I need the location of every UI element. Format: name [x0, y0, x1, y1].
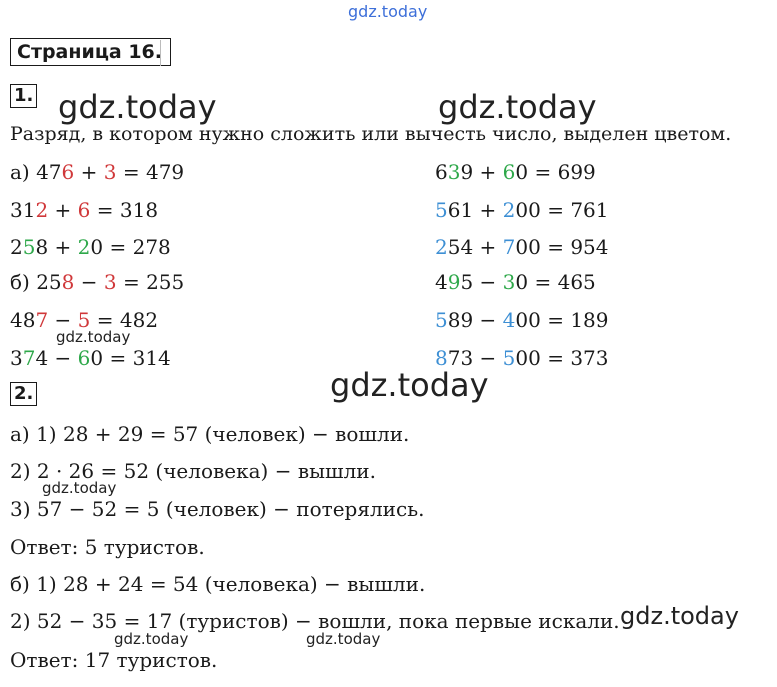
- highlighted-digit: 5: [435, 308, 448, 332]
- highlighted-digit: 5: [502, 346, 516, 370]
- task1-right-equation-2: [435, 198, 609, 222]
- equation-text: 2: [10, 235, 23, 259]
- equation-text: 31: [10, 198, 36, 222]
- task1-left-equation-5: [10, 308, 158, 332]
- highlighted-digit: 8: [435, 346, 448, 370]
- highlighted-digit: 3: [103, 160, 117, 184]
- highlighted-digit: 9: [447, 270, 461, 294]
- task1-number: 1.: [10, 84, 37, 108]
- equation-text: 4 −: [35, 346, 78, 370]
- watermark-small-4: gdz.today: [306, 630, 381, 648]
- equation-text: 89 −: [447, 308, 503, 332]
- task1-right-equation-6: [435, 346, 609, 370]
- highlighted-digit: 8: [61, 270, 75, 294]
- task2-line-3: 3) 57 − 52 = 5 (человек) − потерялись.: [10, 497, 425, 521]
- equation-text: = 255: [116, 270, 185, 294]
- highlighted-digit: 2: [35, 198, 49, 222]
- task1-left-equation-4: [10, 270, 184, 294]
- watermark-large-3: gdz.today: [330, 366, 489, 404]
- task1-right-equation-1: [435, 160, 596, 184]
- watermark-large-2: gdz.today: [438, 88, 597, 126]
- highlighted-digit: 6: [61, 160, 75, 184]
- equation-text: = 318: [90, 198, 159, 222]
- equation-text: 0 = 465: [515, 270, 596, 294]
- equation-text: 6: [435, 160, 448, 184]
- highlighted-digit: 7: [35, 308, 49, 332]
- equation-text: = 482: [90, 308, 159, 332]
- highlighted-digit: 6: [502, 160, 516, 184]
- highlighted-digit: 6: [77, 346, 91, 370]
- page-title: Страница 16.: [10, 38, 171, 66]
- equation-text: 00 = 954: [515, 235, 609, 259]
- equation-text: −: [74, 270, 104, 294]
- highlighted-digit: 7: [502, 235, 516, 259]
- task2-line-5: б) 1) 28 + 24 = 54 (человека) − вышли.: [10, 572, 426, 596]
- equation-text: 48: [10, 308, 36, 332]
- equation-text: 00 = 373: [515, 346, 609, 370]
- watermark-large-1: gdz.today: [58, 88, 217, 126]
- highlighted-digit: 2: [77, 235, 91, 259]
- highlighted-digit: 5: [22, 235, 36, 259]
- highlighted-digit: 2: [435, 235, 448, 259]
- watermark-top: gdz.today: [348, 2, 428, 21]
- equation-text: б) 25: [10, 270, 62, 294]
- task1-intro: Разряд, в котором нужно сложить или вычесть число, выделен цветом.: [10, 123, 732, 145]
- equation-text: 8 +: [35, 235, 78, 259]
- equation-text: 00 = 761: [515, 198, 609, 222]
- watermark-small-3: gdz.today: [114, 630, 189, 648]
- equation-text: 3: [10, 346, 23, 370]
- task2-answer-a: Ответ: 5 туристов.: [10, 535, 205, 559]
- task1-right-equation-4: [435, 270, 596, 294]
- highlighted-digit: 4: [502, 308, 516, 332]
- highlighted-digit: 5: [77, 308, 91, 332]
- equation-text: 9 +: [460, 160, 503, 184]
- equation-text: +: [48, 198, 78, 222]
- watermark-small-1: gdz.today: [56, 328, 131, 346]
- equation-text: 0 = 699: [515, 160, 596, 184]
- highlighted-digit: 3: [103, 270, 117, 294]
- highlighted-digit: 2: [502, 198, 516, 222]
- highlighted-digit: 6: [77, 198, 91, 222]
- task2-answer-b: Ответ: 17 туристов.: [10, 648, 218, 672]
- task1-right-equation-3: [435, 235, 609, 259]
- task1-left-equation-2: [10, 198, 158, 222]
- watermark-medium: gdz.today: [620, 602, 739, 630]
- task2-line-6: 2) 52 − 35 = 17 (туристов) − вошли, пока первые искали.: [10, 609, 620, 633]
- page-title-edge: [160, 40, 163, 66]
- task2-number: 2.: [10, 382, 37, 406]
- equation-text: = 479: [116, 160, 185, 184]
- highlighted-digit: 7: [22, 346, 36, 370]
- equation-text: −: [48, 308, 78, 332]
- task2-line-1: а) 1) 28 + 29 = 57 (человек) − вошли.: [10, 422, 410, 446]
- equation-text: 0 = 278: [90, 235, 171, 259]
- equation-text: 61 +: [447, 198, 503, 222]
- equation-text: 4: [435, 270, 448, 294]
- highlighted-digit: 3: [502, 270, 516, 294]
- equation-text: 0 = 314: [90, 346, 171, 370]
- equation-text: +: [74, 160, 104, 184]
- equation-text: 73 −: [447, 346, 503, 370]
- equation-text: а) 47: [10, 160, 62, 184]
- equation-text: 00 = 189: [515, 308, 609, 332]
- task1-left-equation-1: [10, 160, 184, 184]
- task1-right-equation-5: [435, 308, 609, 332]
- task1-left-equation-3: [10, 235, 171, 259]
- task1-left-equation-6: [10, 346, 171, 370]
- task2-line-2: 2) 2 · 26 = 52 (человека) − вышли.: [10, 459, 376, 483]
- equation-text: 5 −: [460, 270, 503, 294]
- highlighted-digit: 5: [435, 198, 448, 222]
- highlighted-digit: 3: [447, 160, 461, 184]
- watermark-small-2: gdz.today: [42, 479, 117, 497]
- equation-text: 54 +: [447, 235, 503, 259]
